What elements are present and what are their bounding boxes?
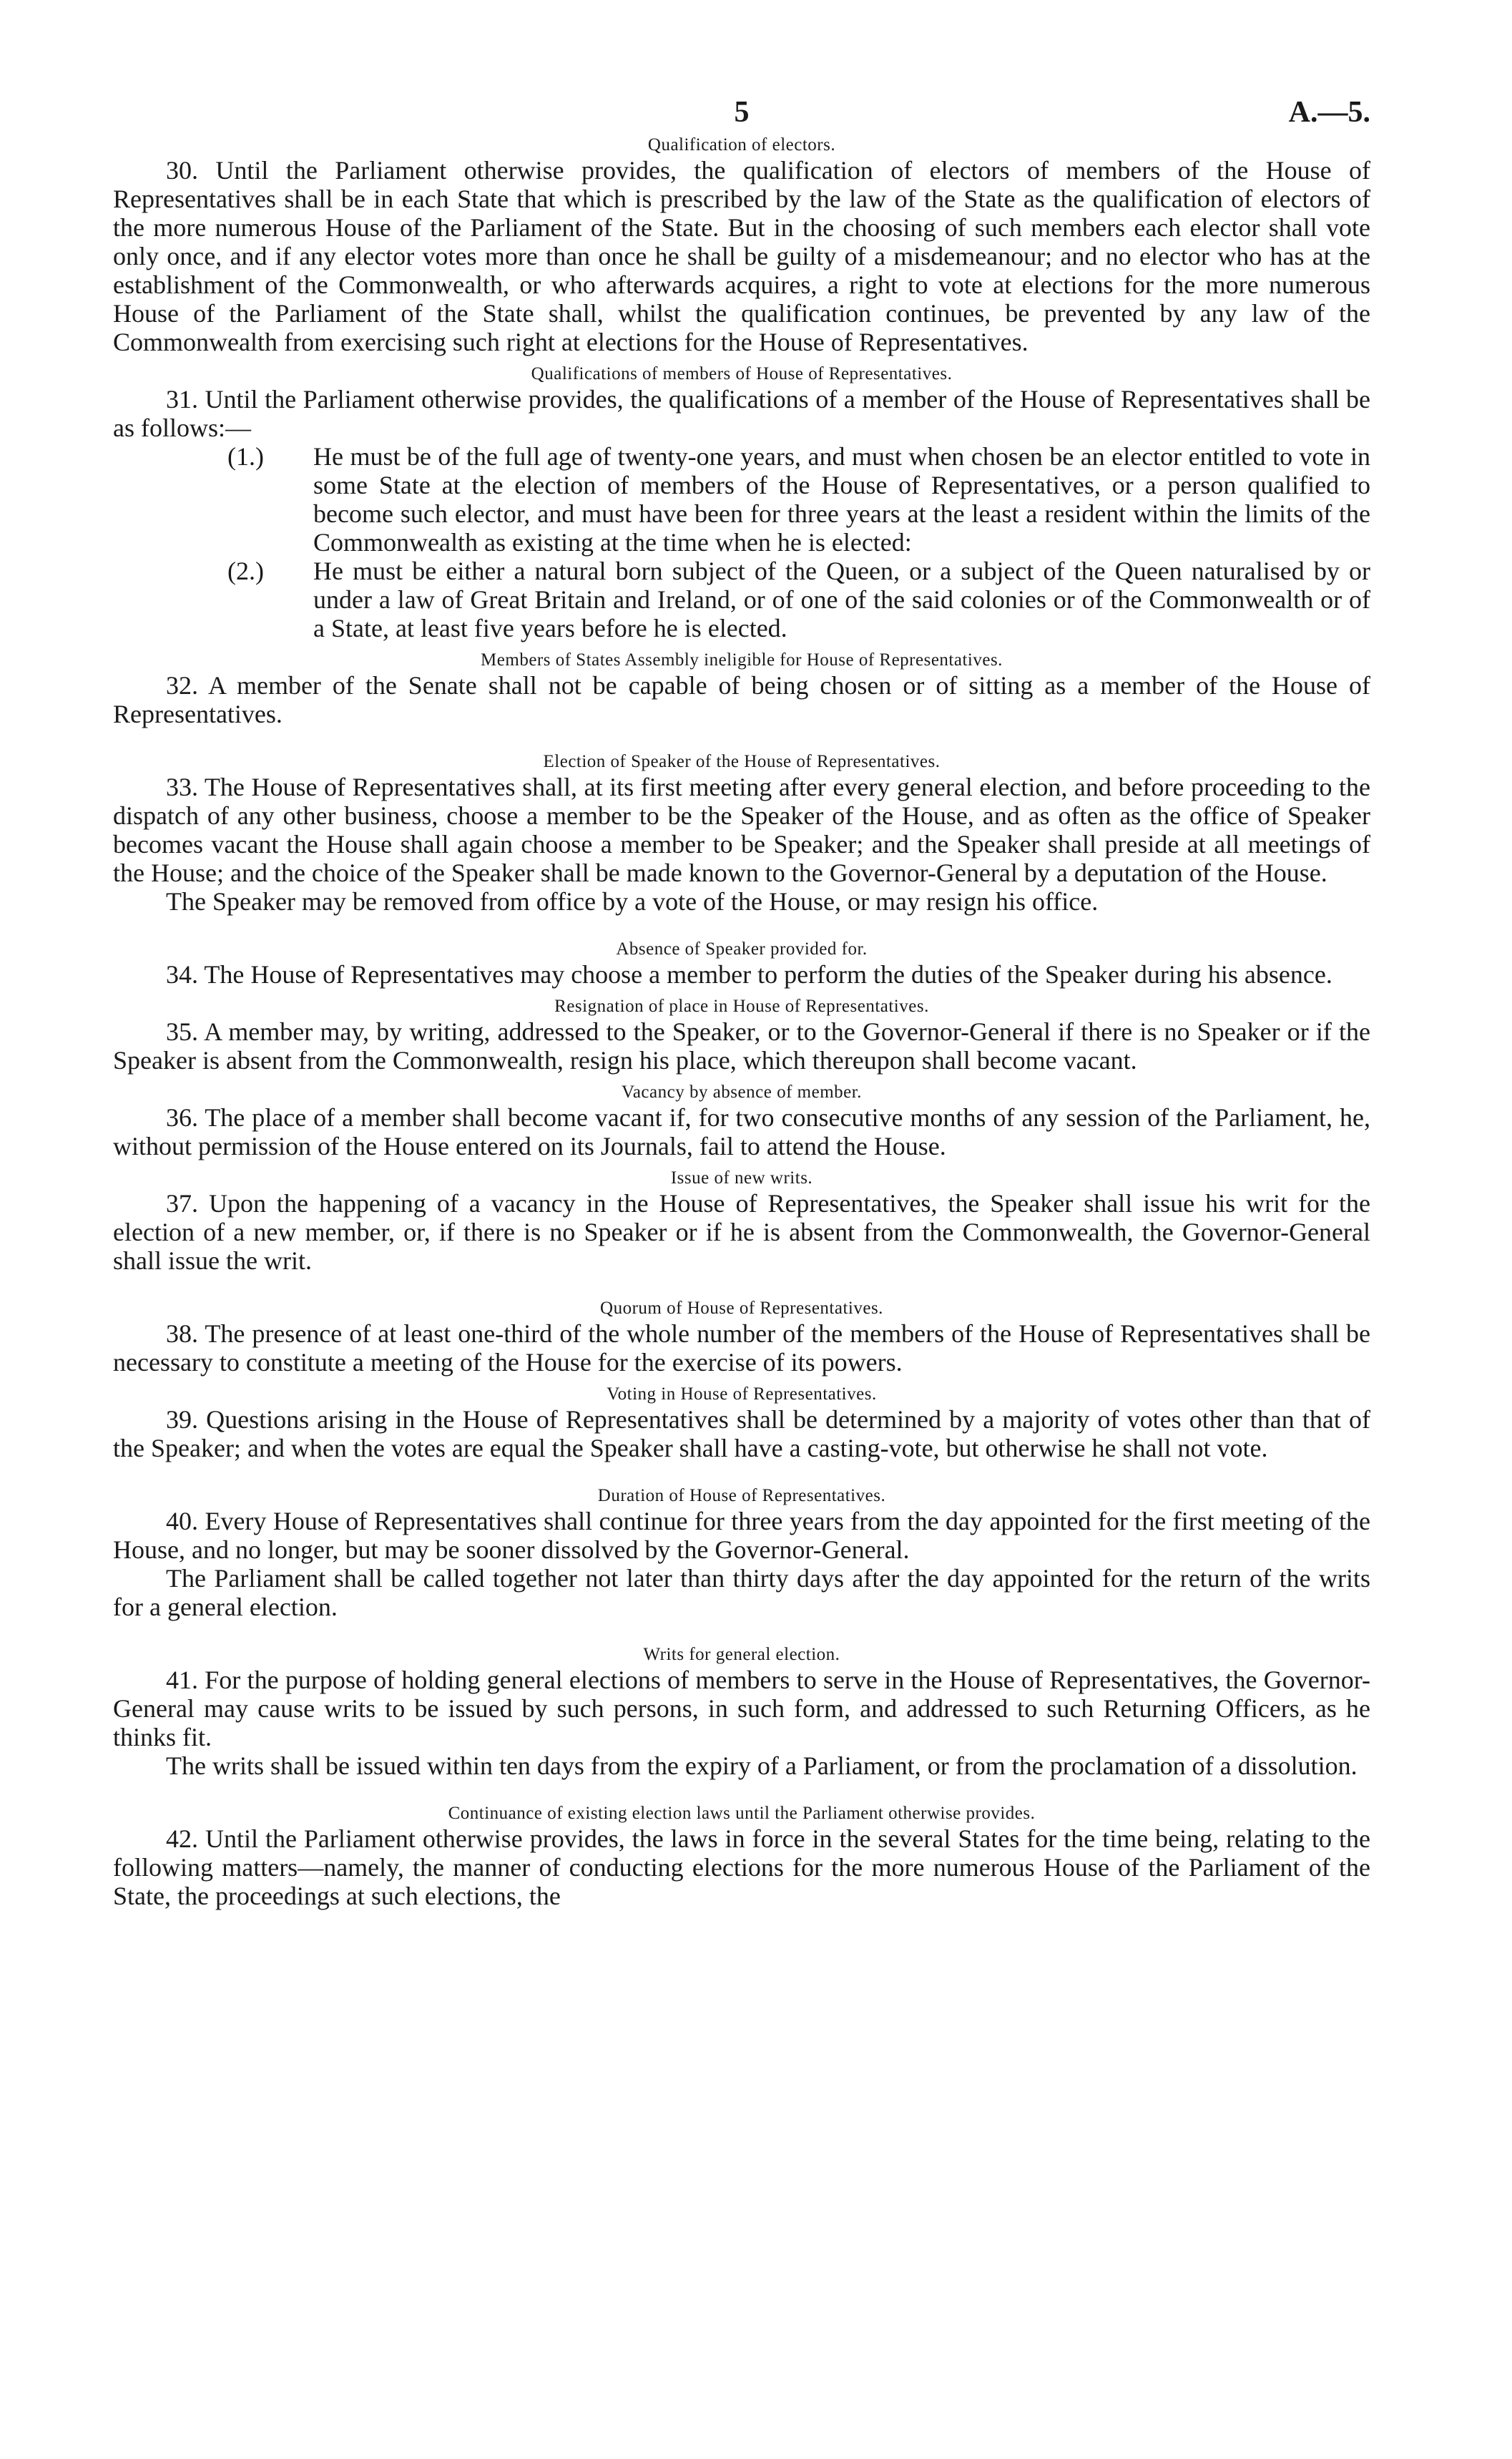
list-item-number: (1.) [227, 442, 264, 471]
paragraph: 40. Every House of Representatives shall continue for three years from the day appointed for the first meeting of the House, and no longer, but may be sooner dissolved by the Governor-General. [113, 1507, 1370, 1564]
paragraph: 35. A member may, by writing, addressed to the Speaker, or to the Governor-General if there is no Speaker or if the Speaker is absent from the Commonwealth, resign his place, which thereupon shall become vacant. [113, 1017, 1370, 1075]
section-heading: Writs for general election. [643, 1645, 840, 1664]
paragraph: The Speaker may be removed from office by a vote of the House, or may resign his office. [166, 887, 1099, 916]
paragraph: The Parliament shall be called together not later than thirty days after the day appointed for the return of the writs for a general election. [113, 1564, 1370, 1621]
section-40 [113, 1485, 1370, 1621]
paragraph: 32. A member of the Senate shall not be capable of being chosen or of sitting as a member of the House of Representatives. [113, 671, 1370, 728]
paper-reference: A.—5. [1288, 96, 1370, 129]
list-item [113, 442, 1370, 557]
section-36 [113, 1082, 1370, 1160]
section-heading: Members of States Assembly ineligible for House of Representatives. [481, 650, 1003, 670]
section-heading: Qualification of electors. [647, 135, 836, 155]
section-39 [113, 1384, 1370, 1462]
section-heading: Absence of Speaker provided for. [616, 939, 868, 959]
paragraph: 37. Upon the happening of a vacancy in the House of Representatives, the Speaker shall issue his writ for the election of a new member, or, if there is no Speaker or if he is absent from the Commonwealth, the Governor-General shall issue the writ. [113, 1189, 1370, 1275]
paragraph: 38. The presence of at least one-third of the whole number of the members of the House of Representatives shall be necessary to constitute a meeting of the House for the exercise of its powers. [113, 1319, 1370, 1377]
section-30 [113, 135, 1370, 356]
section-38 [113, 1298, 1370, 1377]
section-heading: Continuance of existing election laws until the Parliament otherwise provides. [448, 1804, 1036, 1823]
document-page [113, 0, 1370, 1910]
paragraph: 39. Questions arising in the House of Representatives shall be determined by a majority of votes other than that of the Speaker; and when the votes are equal the Speaker shall have a casting-vote, but otherwise he shall not vote. [113, 1405, 1370, 1462]
section-heading: Election of Speaker of the House of Representatives. [543, 752, 941, 771]
section-33 [113, 751, 1370, 916]
paragraph: 33. The House of Representatives shall, at its first meeting after every general election, and before proceeding to the dispatch of any other business, choose a member to be the Speaker of the House, and as often as the office of Speaker becomes vacant the House shall again choose a member to be Speaker; and the Speaker shall preside at all meetings of the House; and the choice of the Speaker shall be made known to the Governor-General by a deputation of the House. [113, 773, 1370, 887]
paragraph: 31. Until the Parliament otherwise provides, the qualifications of a member of the House of Representatives shall be as follows:— [113, 385, 1370, 442]
list-item-number: (2.) [227, 557, 264, 585]
section-heading: Resignation of place in House of Representatives. [554, 997, 929, 1016]
paragraph: 41. For the purpose of holding general elections of members to serve in the House of Representatives, the Governor-General may cause writs to be issued by such persons, in such form, and addressed to such Returning Officers, as he thinks fit. [113, 1666, 1370, 1751]
section-heading: Issue of new writs. [670, 1168, 813, 1188]
list-item-text: He must be of the full age of twenty-one years, and must when chosen be an elector entitled to vote in some State at the election of members of the House of Representatives, or a person qualified to become such elector, and must have been for three years at the least a resident within the limits of the Commonwealth as existing at the time when he is elected: [313, 442, 1370, 557]
section-32 [113, 650, 1370, 728]
section-heading: Voting in House of Representatives. [607, 1384, 877, 1404]
section-heading: Vacancy by absence of member. [622, 1082, 862, 1102]
section-37 [113, 1168, 1370, 1275]
page-number: 5 [734, 96, 750, 129]
paragraph: 30. Until the Parliament otherwise provides, the qualification of electors of members of the House of Representatives shall be in each State that which is prescribed by the law of the State as the qualification of electors of the more numerous House of the Parliament of the State. But in the choosing of such members each elector shall vote only once, and if any elector votes more than once he shall be guilty of a misdemeanour; and no elector who has at the establishment of the Commonwealth, or who afterwards acquires, a right to vote at elections for the more numerous House of the Parliament of the State shall, whilst the qualification continues, be prevented by any law of the Commonwealth from exercising such right at elections for the House of Representatives. [113, 156, 1370, 356]
list-item [113, 557, 1370, 642]
section-31 [113, 363, 1370, 642]
paragraph: 34. The House of Representatives may choose a member to perform the duties of the Speaker during his absence. [166, 960, 1332, 989]
paragraph: 36. The place of a member shall become vacant if, for two consecutive months of any session of the Parliament, he, without permission of the House entered on its Journals, fail to attend the House. [113, 1103, 1370, 1160]
page-header [113, 0, 1370, 127]
paragraph: The writs shall be issued within ten days from the expiry of a Parliament, or from the proclamation of a dissolution. [166, 1751, 1358, 1780]
section-35 [113, 996, 1370, 1075]
section-heading: Qualifications of members of House of Representatives. [531, 364, 953, 383]
section-heading: Quorum of House of Representatives. [600, 1299, 883, 1318]
qualification-list [113, 442, 1370, 642]
section-heading: Duration of House of Representatives. [597, 1486, 886, 1505]
section-34 [113, 939, 1370, 989]
list-item-text: He must be either a natural born subject of the Queen, or a subject of the Queen naturalised by or under a law of Great Britain and Ireland, or of one of the said colonies or of the Commonwealth or of a State, at least five years before he is elected. [313, 557, 1370, 642]
section-41 [113, 1644, 1370, 1780]
section-42 [113, 1803, 1370, 1910]
paragraph: 42. Until the Parliament otherwise provides, the laws in force in the several States for the time being, relating to the following matters—namely, the manner of conducting elections for the more numerous House of the Parliament of the State, the proceedings at such elections, the [113, 1824, 1370, 1910]
